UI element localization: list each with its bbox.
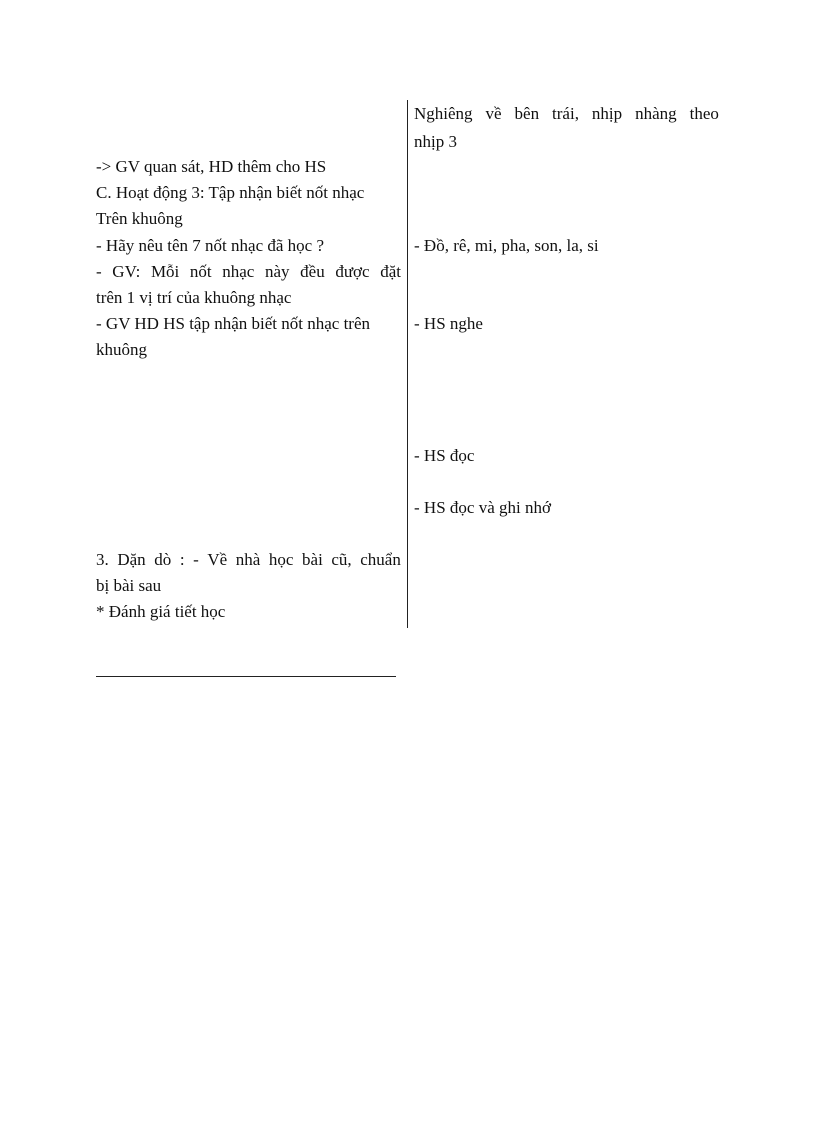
word: nhạc: [222, 262, 255, 281]
word: nốt: [189, 262, 212, 281]
left-gv-guide-line1: - GV HD HS tập nhận biết nốt nhạc trên: [96, 314, 370, 333]
word: đặt: [380, 262, 401, 281]
word: nhàng: [635, 104, 677, 123]
word: 3.: [96, 550, 109, 569]
right-hs-read: - HS đọc: [414, 446, 475, 465]
word: học: [268, 550, 294, 569]
right-hs-read-remember: - HS đọc và ghi nhớ: [414, 498, 551, 517]
word: Dặn: [117, 550, 146, 569]
right-hs-listen: - HS nghe: [414, 314, 483, 333]
word: cũ,: [331, 550, 352, 569]
left-gv-statement-line2: trên 1 vị trí của khuông nhạc: [96, 288, 292, 307]
left-gv-statement-line1: [96, 261, 401, 283]
bottom-rule: [96, 676, 396, 677]
word: -: [96, 262, 102, 281]
column-divider: [407, 100, 408, 628]
word: này: [264, 262, 290, 281]
word: đều: [300, 262, 325, 281]
left-homework-line1: [96, 549, 401, 571]
word: dò: [154, 550, 172, 569]
word: :: [179, 550, 185, 569]
left-question-notes: - Hãy nêu tên 7 nốt nhạc đã học ?: [96, 236, 324, 255]
left-homework-line2: bị bài sau: [96, 576, 162, 595]
word: Về: [207, 550, 228, 569]
word: Mỗi: [150, 262, 180, 281]
left-gv-guide-line2: khuông: [96, 340, 147, 359]
right-notes-answer: - Đồ, rê, mi, pha, son, la, si: [414, 236, 599, 255]
word: về: [485, 104, 502, 123]
word: chuẩn: [360, 550, 401, 569]
right-nghieng-line2: nhịp 3: [414, 132, 457, 151]
left-gv-observe: -> GV quan sát, HD thêm cho HS: [96, 157, 327, 176]
left-activity3-line1: C. Hoạt động 3: Tập nhận biết nốt nhạc: [96, 183, 365, 202]
word: -: [193, 550, 199, 569]
word: GV:: [112, 262, 141, 281]
right-nghieng-line1: [414, 103, 719, 125]
word: nhịp: [591, 104, 623, 123]
word: bài: [302, 550, 323, 569]
word: theo: [689, 104, 719, 123]
word: được: [335, 262, 370, 281]
word: Nghiêng: [414, 104, 473, 123]
left-assessment: * Đánh giá tiết học: [96, 602, 226, 621]
word: nhà: [235, 550, 261, 569]
left-activity3-line2: Trên khuông: [96, 209, 183, 228]
word: trái,: [552, 104, 579, 123]
word: bên: [514, 104, 540, 123]
